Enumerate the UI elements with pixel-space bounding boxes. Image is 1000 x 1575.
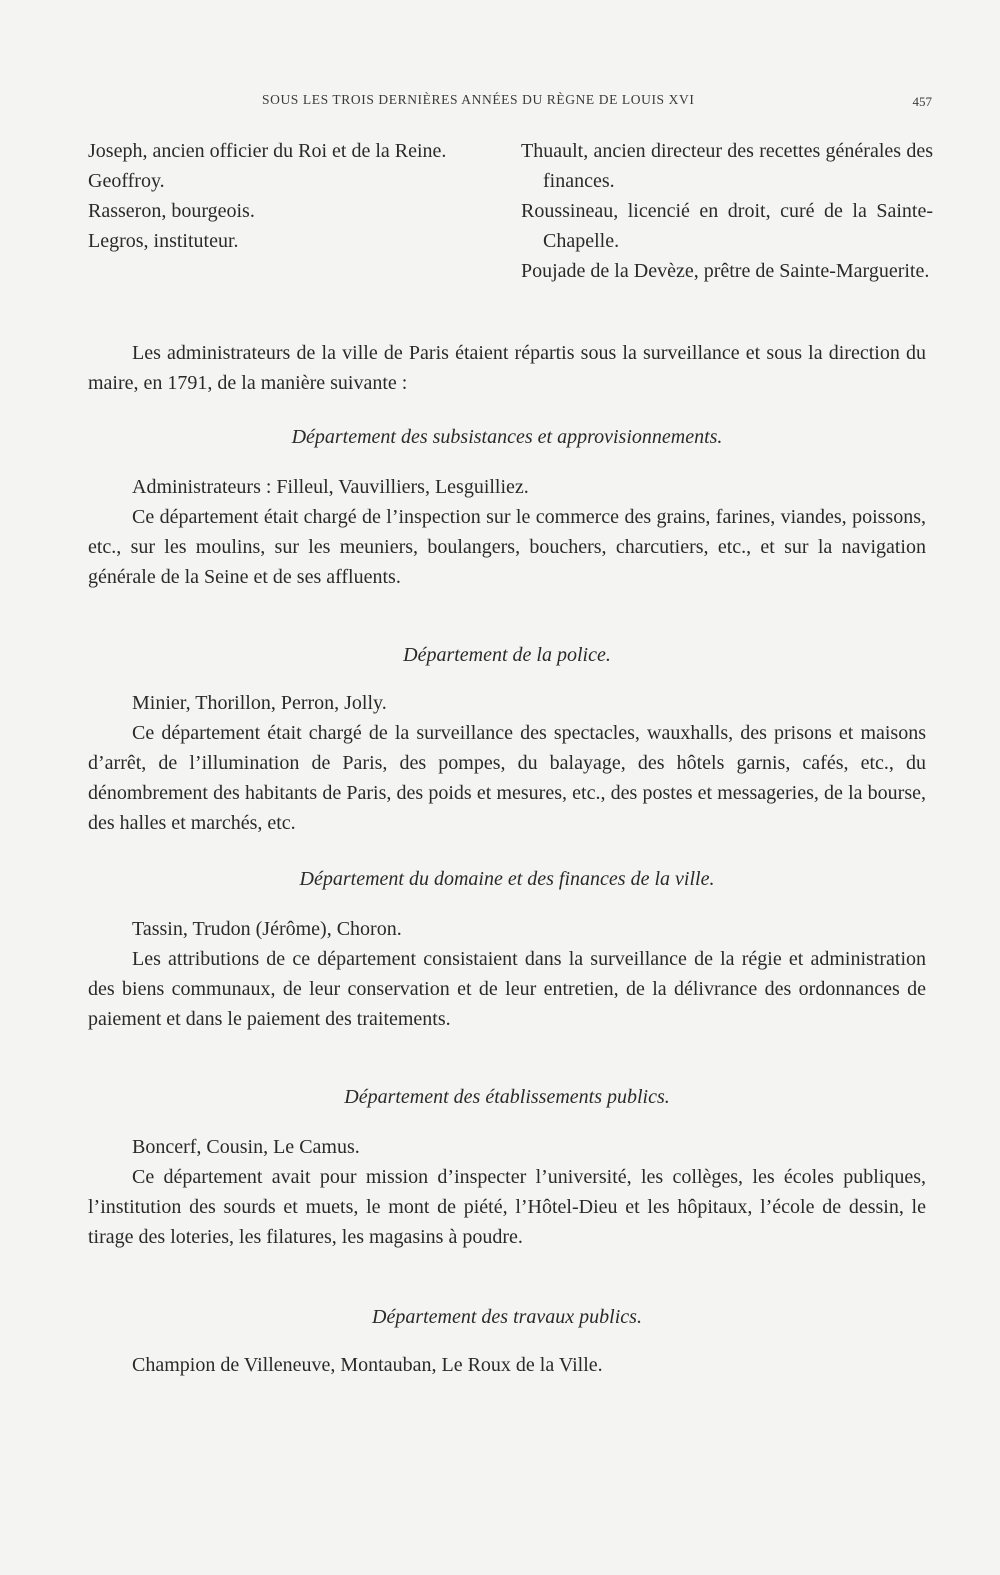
list-item: Roussineau, licencié en droit, curé de la Sainte-Chapelle. — [521, 200, 933, 252]
section-body — [88, 1350, 926, 1380]
list-item: Geoffroy. — [88, 170, 165, 192]
section-body — [88, 914, 926, 1034]
section-names: Minier, Thorillon, Perron, Jolly. — [132, 692, 387, 714]
list-item: Thuault, ancien directeur des recettes générales des finances. — [521, 140, 933, 192]
section-heading: Département de la police. — [403, 644, 611, 666]
section-text: Ce département était chargé de l’inspection sur le commerce des grains, farines, viandes, poissons, etc., sur les moulins, sur les meuniers, boulangers, bouchers, charcutiers, etc., et sur la navigation générale de la Seine et de ses affluents. — [88, 506, 926, 588]
section-heading: Département des travaux publics. — [372, 1306, 642, 1328]
section-text: Ce département avait pour mission d’inspecter l’université, les collèges, les écoles publiques, l’institution des sourds et muets, le mont de piété, l’Hôtel-Dieu et les hôpitaux, l’école de dessin, le tirage des loteries, les filatures, les magasins à poudre. — [88, 1166, 926, 1248]
list-item: Rasseron, bourgeois. — [88, 200, 255, 222]
running-title: SOUS LES TROIS DERNIÈRES ANNÉES DU RÈGNE DE LOUIS XVI — [262, 92, 695, 107]
list-item: Legros, instituteur. — [88, 230, 239, 252]
page-number: 457 — [912, 94, 932, 109]
member-list-left-column — [88, 136, 508, 256]
running-head — [0, 92, 1000, 116]
list-item: Joseph, ancien officier du Roi et de la Reine. — [88, 140, 447, 162]
section-body — [88, 1132, 926, 1252]
intro-paragraph — [88, 338, 926, 398]
member-list-right-column — [521, 136, 933, 286]
list-item: Poujade de la Devèze, prêtre de Sainte-Marguerite. — [521, 260, 930, 282]
section-names: Boncerf, Cousin, Le Camus. — [132, 1136, 360, 1158]
section-names: Tassin, Trudon (Jérôme), Choron. — [132, 918, 402, 940]
member-list — [88, 136, 933, 318]
section-names: Administrateurs : Filleul, Vauvilliers, Lesguilliez. — [132, 476, 529, 498]
section-text: Les attributions de ce département consistaient dans la surveillance de la régie et administration des biens communaux, de leur conservation et de leur entretien, de la délivrance des ordonnances de paiement et dans le paiement des traitements. — [88, 948, 926, 1030]
section-body — [88, 688, 926, 838]
section-body — [88, 472, 926, 592]
section-heading: Département des subsistances et approvisionnements. — [291, 426, 723, 448]
section-names: Champion de Villeneuve, Montauban, Le Roux de la Ville. — [132, 1354, 603, 1376]
intro-text: Les administrateurs de la ville de Paris étaient répartis sous la surveillance et sous la direction du maire, en 1791, de la manière suivante : — [88, 342, 926, 394]
section-heading: Département des établissements publics. — [344, 1086, 670, 1108]
section-heading: Département du domaine et des finances de la ville. — [299, 868, 715, 890]
section-text: Ce département était chargé de la surveillance des spectacles, wauxhalls, des prisons et maisons d’arrêt, de l’illumination de Paris, des pompes, du balayage, des hôtels garnis, cafés, etc., du dénombrement des habitants de Paris, des poids et mesures, etc., des postes et messageries, de la bourse, des halles et marchés, etc. — [88, 722, 926, 834]
